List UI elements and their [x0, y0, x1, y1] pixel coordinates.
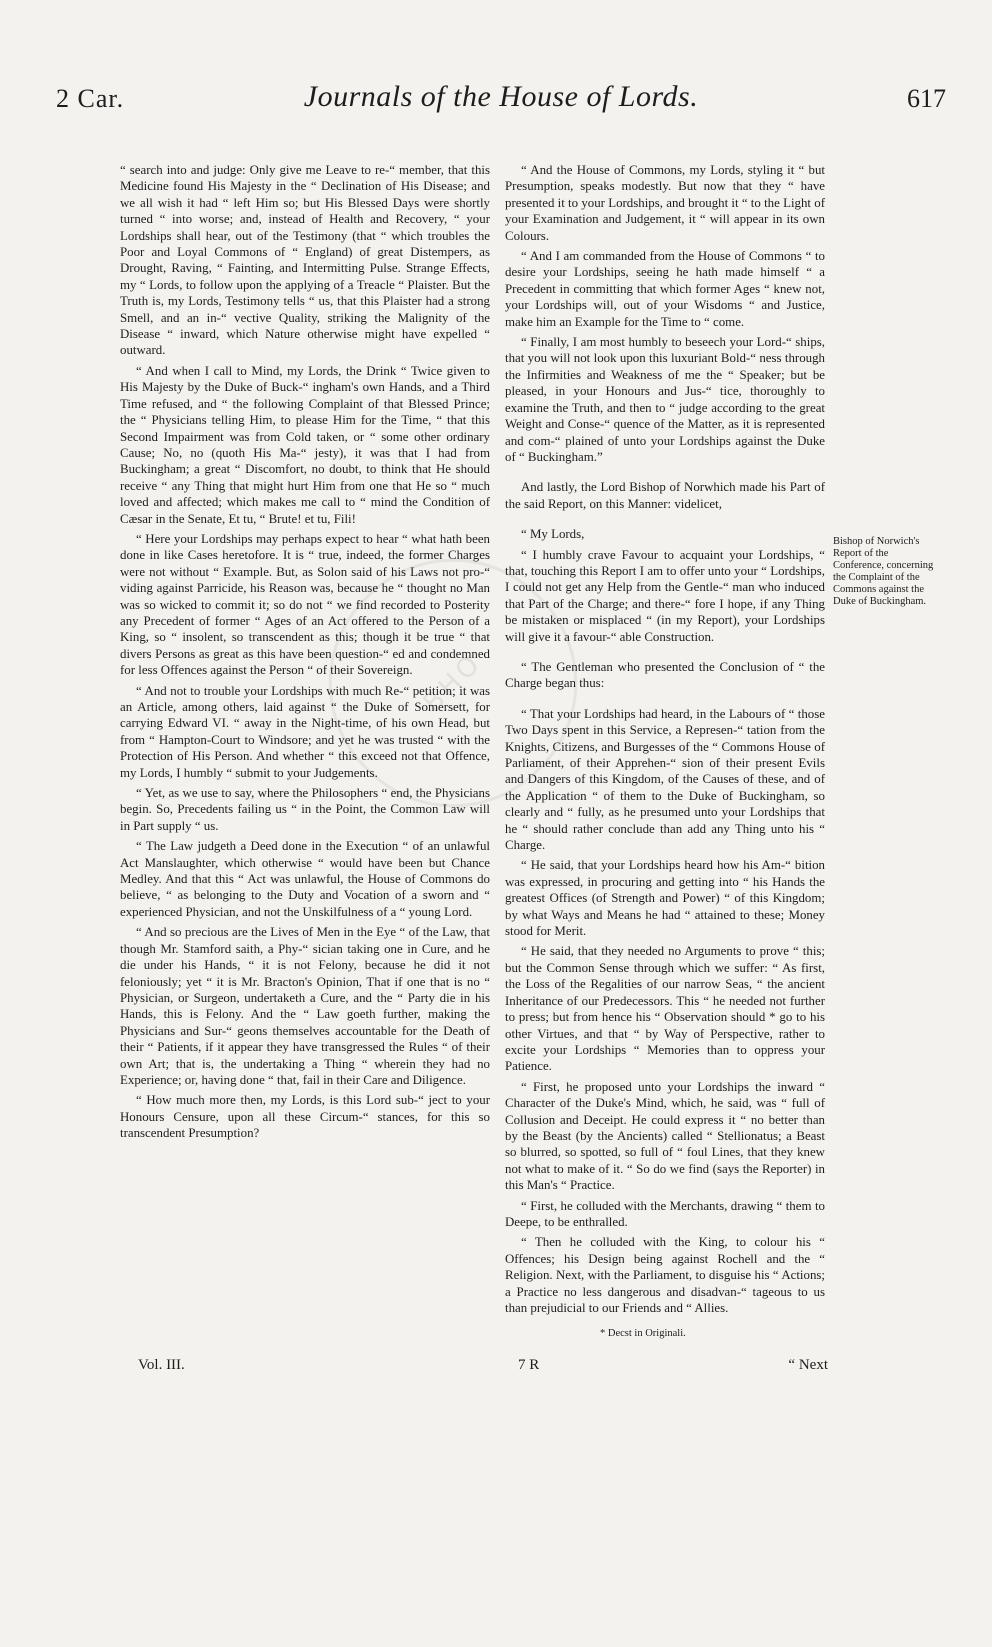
- volume-number: Vol. III.: [138, 1357, 185, 1373]
- paragraph: “ Yet, as we use to say, where the Philosophers “ end, the Physicians begin. So, Precedents failing us “ in the Point, the Common Law will in Part supply “ us.: [120, 786, 490, 833]
- paragraph: “ And not to trouble your Lordships with much Re-“ petition; it was an Article, among others, laid against “ the Duke of Somersett, for carrying Edward VI. “ away in the Night-time, of his own Head, but from “ Hampton-Court to Windsore; and yet he was trusted “ with the Protection of His Person. And whether “ this exceed not that Offence, my Lords, I humbly “ submit to your Judgements.: [120, 683, 490, 780]
- paragraph: “ The Gentleman who presented the Conclusion of “ the Charge began thus:: [505, 659, 825, 691]
- paragraph: “ First, he proposed unto your Lordships the inward “ Character of the Duke's Mind, which, he said, was “ full of Collusion and Deceipt. He could express it “ no better than by the Beast (by the Ancients) called “ Stellionatus; a Beast so blurred, so spotted, so full of “ foul Lines, that they knew not what to make of it. “ So do we find (says the Reporter) in this Man's “ Practice.: [505, 1079, 825, 1193]
- paragraph: “ I humbly crave Favour to acquaint your Lordships, “ that, touching this Report I am to offer unto your “ Lordships, I could not get any Help from the Gentle-“ man who induced that Part of the Charge; and there-“ fore I hope, if any Thing be mistaken or misplaced “ (in my Report), your Lordships will give it a favour-“ able Construction.: [505, 547, 825, 644]
- paragraph: “ How much more then, my Lords, is this Lord sub-“ ject to your Honours Censure, upon all these Circum-“ stances, for this so transcendent Presumption?: [120, 1093, 490, 1141]
- paragraph: “ And so precious are the Lives of Men in the Eye “ of the Law, that though Mr. Stamford saith, a Phy-“ sician taking one in Cure, and he die under his Hands, “ it is not Felony, because he did it not feloniously; yet “ it is Mr. Bracton's Opinion, That if one that is no “ Physician, or Surgeon, undertaketh a Cure, and the “ Party die in his Hands, this is Felony. And the “ Law goeth further, making the Physicians and Sur-“ geons themselves accountable for the Death of their “ Patients, if it appear they have transgressed the Rules “ of their own Art; that is, the undertaking a Thing “ wherein they had no Experience; or, having done “ that, fail in their Care and Diligence.: [120, 925, 490, 1087]
- paragraph: “ And when I call to Mind, my Lords, the Drink “ Twice given to His Majesty by the Duke of Buck-“ ingham's own Hands, and a Third Time refused, and “ the following Complaint of that Blessed Prince; the “ Physicians telling Him, to please Him for the Time, “ that this Second Impairment was from Cold taken, or “ some other ordinary Cause; No, no (quoth His Ma-“ jesty), it was that I had from Buckingham; a great “ Discomfort, no doubt, to think that He should receive “ any Thing that might hurt Him from one that He so “ much loved and affected; which makes me call to “ mind the Condition of Cæsar in the Senate, Et tu, “ Brute! et tu, Fili!: [120, 363, 490, 526]
- paragraph: “ He said, that they needed no Arguments to prove “ this; but the Common Sense through which we suffer: “ As first, the Loss of the Regalities of our narrow Seas, “ the ancient Inheritance of our Predecessors. This “ he needed not further to press; but from hence his “ Observation should * go to his other Virtues, and that “ by Way of Perspective, rather to excite your Lordships “ Memories than to oppress your Patience.: [505, 944, 825, 1074]
- paragraph: “ First, he colluded with the Merchants, drawing “ them to Deepe, to be enthralled.: [505, 1198, 825, 1229]
- catchword: “ Next: [788, 1357, 828, 1373]
- paragraph: “ My Lords,: [521, 527, 585, 542]
- page-number: 617: [907, 84, 946, 113]
- running-title: Journals of the House of Lords.: [303, 80, 699, 113]
- regnal-year: 2 Car.: [56, 84, 125, 113]
- page-footer: [138, 1357, 828, 1381]
- right-column: [505, 162, 825, 1320]
- paragraph: “ The Law judgeth a Deed done in the Execution “ of an unlawful Act Manslaughter, which otherwise “ would have been but Chance Medley. And that this “ Act was unlawful, the House of Commons do believe, “ as belonging to the Duty and Vocation of a sworn and “ experienced Physician, and not the Unskilfulness of a “ young Lord.: [120, 839, 490, 919]
- watermark: BHO: [279, 509, 627, 857]
- paragraph: “ And I am commanded from the House of Commons “ to desire your Lordships, seeing he hath made himself “ a Precedent in committing that which former Ages “ knew not, your Lordships will, out of your Wisdoms “ and Justice, make him an Example for the Time to “ come.: [505, 249, 825, 329]
- left-column: [120, 162, 490, 1146]
- margin-note: Bishop of Norwich's Report of the Conference, concerning the Complaint of the Commons against the Duke of Buckingham.: [833, 536, 934, 607]
- paragraph: And lastly, the Lord Bishop of Norwhich made his Part of the said Report, on this Manner: videlicet,: [505, 480, 825, 511]
- paragraph: “ Finally, I am most humbly to beseech your Lord-“ ships, that you will not look upon this luxuriant Bold-“ ness through the Infirmities and Weakness of me the “ Speaker; but be pleased, in your Honours and Jus-“ tice, thoroughly to examine the Truth, and then to “ judge according to the great Weight and Conse-“ quence of the Matter, as it is represented and com-“ plained of unto your Lordships against the Duke of “ Buckingham.”: [505, 335, 825, 464]
- page-header: [56, 80, 946, 120]
- paragraph: “ Here your Lordships may perhaps expect to hear “ what hath been done in like Cases heretofore. It is “ true, indeed, the former Charges were not without “ Example. But, as Solon said of his Laws not pro-“ viding against Parricide, his Reason was, because he “ thought no Man was so wicked to commit it; so do not “ we find recorded to Posterity any Precedent of former “ Ages of an Act offered to the Person of a King, so “ insolent, so transcendent as this; though it be true “ that divers Persons as great as this have been question-“ ed and condemned for less Offences against the Person “ of their Sovereign.: [120, 531, 490, 678]
- paragraph: “ search into and judge: Only give me Leave to re-“ member, that this Medicine found His Majesty in the “ Declination of His Disease; and we all wish it had “ left Him so; but His Blessed Days were shortly turned “ into worse; and, instead of Health and Recovery, “ your Lordships shall hear, out of the Testimony (that “ which troubles the Poor and Loyal Commons of “ England) of great Distempers, as Drought, Raving, “ Fainting, and Intermitting Pulse. Strange Effects, my “ Lords, to follow upon the applying of a Treacle “ Plaister. But the Truth is, my Lords, Testimony tells “ us, that this Plaister had a strong Smell, and an in-“ vective Quality, striking the Malignity of the Disease “ inward, which Nature otherwise might have expelled “ outward.: [120, 163, 490, 358]
- signature-mark: 7 R: [518, 1357, 540, 1373]
- footnote: * Decst in Originali.: [600, 1328, 686, 1339]
- paragraph: “ That your Lordships had heard, in the Labours of “ those Two Days spent in this Service, a Represen-“ tation from the Knights, Citizens, and Burgesses of the “ Commons House of Parliament, of their Apprehen-“ sion of their present Evils and Dangers of this Kingdom, of the Causes of these, and of the Application “ of them to the Duke of Buckingham, so clearly and “ fully, as he presumed unto your Lordships that he “ should rather conclude than add any Thing unto his “ Charge.: [505, 706, 825, 853]
- paragraph: “ He said, that your Lordships heard how his Am-“ bition was expressed, in procuring and getting into “ his Hands the greatest Offices (of Strength and Power) “ of this Kingdom; by what Ways and Means he had “ attained to these; Money stood for Merit.: [505, 858, 825, 939]
- paragraph: “ Then he colluded with the King, to colour his “ Offences; his Design being against Rochell and the “ Religion. Next, with the Parliament, to disguise his “ Actions; a Practice no less dangerous and disadvan-“ tageous to us than prejudicial to our Friends and “ Allies.: [505, 1235, 825, 1315]
- paragraph: “ And the House of Commons, my Lords, styling it “ but Presumption, speaks modestly. But now that they “ have presented it to your Lordships, and brought it “ to the Light of your Examination and Judgement, it “ will appear in its own Colours.: [505, 163, 825, 243]
